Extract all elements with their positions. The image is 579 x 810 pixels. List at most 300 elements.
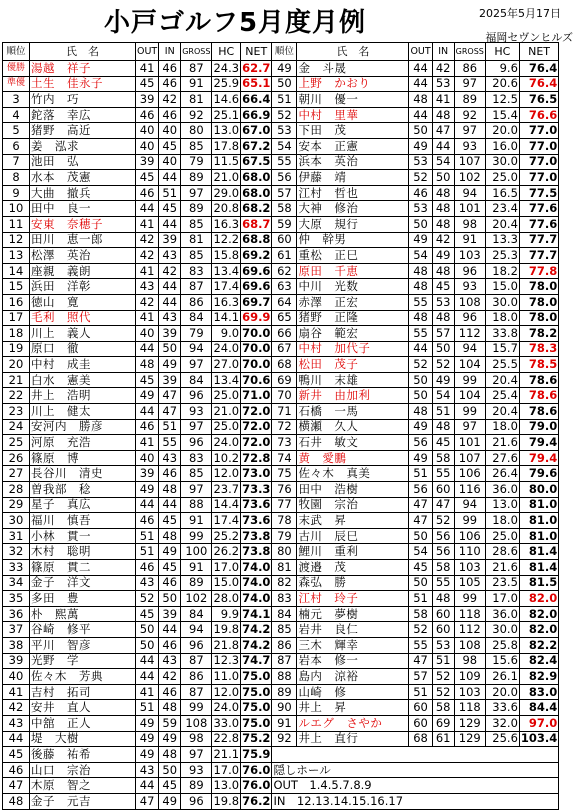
cell-gross: 88: [181, 497, 212, 513]
cell-out: 46: [409, 185, 432, 201]
cell-name: 安河内 勝彦: [30, 419, 136, 435]
cell-hc: 12.0: [213, 684, 240, 699]
cell-name: 浜本 英治: [297, 154, 409, 170]
cell-gross: 91: [181, 560, 212, 576]
cell-name: 安井 直人: [30, 700, 136, 716]
cell-net: 77.8: [519, 263, 558, 279]
cell-rank: 78: [272, 513, 297, 529]
cell-gross: 83: [181, 263, 212, 279]
cell-gross: 86: [454, 61, 485, 77]
cell-gross: 96: [181, 637, 212, 653]
cell-rank: 47: [3, 778, 30, 794]
cell-hc: 21.8: [213, 637, 240, 652]
cell-net: 69.6: [242, 279, 271, 294]
cell-rank: 23: [3, 404, 30, 420]
cell-hc: 25.4: [485, 388, 519, 404]
cell-gross: 89: [181, 778, 212, 794]
cell-out: 42: [136, 294, 159, 310]
cell-name: 岩本 修一: [297, 653, 409, 669]
cell-rank: 67: [272, 341, 297, 357]
cell-gross: 102: [454, 170, 485, 186]
cell-name: 鯉川 重利: [297, 544, 409, 560]
cell-net: 75.0: [242, 668, 271, 683]
cell-gross: 93: [181, 762, 212, 778]
cell-name: 古川 辰巳: [297, 528, 409, 544]
cell-net: 73.8: [242, 528, 271, 543]
cell-hc: 15.0: [485, 279, 519, 295]
cell-out: 50: [409, 575, 432, 591]
cell-rank: 15: [3, 279, 30, 295]
cell-gross: 129: [454, 715, 485, 731]
cell-name: 下田 茂: [297, 123, 409, 139]
cell-out: 41: [136, 61, 159, 77]
cell-gross: 94: [454, 497, 485, 513]
cell-hc: 36.0: [485, 482, 519, 498]
cell-in: 58: [432, 450, 454, 466]
cell-out: 44: [409, 107, 432, 123]
cell-net: 77.6: [519, 201, 558, 217]
cell-gross: 101: [454, 435, 485, 451]
cell-in: 51: [159, 185, 181, 201]
cell-name: 毛利 照代: [30, 310, 136, 326]
cell-rank: 89: [272, 684, 297, 700]
cell-hc: 16.0: [485, 138, 519, 154]
results-table: [2, 42, 559, 810]
cell-in: 44: [432, 138, 454, 154]
cell-gross: 79: [181, 326, 212, 342]
cell-gross: 87: [181, 684, 212, 700]
cell-net: 75.0: [242, 684, 271, 699]
cell-in: 49: [159, 793, 181, 809]
col-rank: 順位: [272, 43, 297, 61]
cell-in: 48: [159, 528, 181, 544]
cell-rank: 59: [272, 216, 297, 232]
cell-gross: 89: [181, 575, 212, 591]
cell-name: 星子 真広: [30, 497, 136, 513]
cell-net: 69.9: [242, 310, 271, 325]
cell-in: 59: [159, 715, 181, 731]
cell-in: 60: [432, 606, 454, 622]
cell-gross: 94: [181, 341, 212, 357]
cell-rank: 39: [3, 653, 30, 669]
cell-hc: 13.0: [213, 123, 240, 138]
col-hc: HC: [212, 43, 241, 61]
cell-rank: 優勝: [3, 61, 30, 77]
cell-gross: 87: [181, 653, 212, 669]
cell-hc: 13.0: [485, 497, 519, 513]
cell-net: 77.0: [519, 123, 558, 139]
cell-name: 牧園 宗治: [297, 497, 409, 513]
cell-hc: 30.0: [485, 294, 519, 310]
cell-in: 39: [159, 326, 181, 342]
cell-name: 大曲 撤兵: [30, 185, 136, 201]
cell-out: 42: [136, 232, 159, 248]
cell-name: 大神 修治: [297, 201, 409, 217]
cell-hc: 30.0: [485, 154, 519, 170]
cell-name: 佐々木 芳典: [30, 669, 136, 685]
cell-in: 55: [432, 466, 454, 482]
cell-hc: 14.4: [213, 497, 240, 512]
cell-in: 50: [159, 762, 181, 778]
cell-in: 42: [159, 263, 181, 279]
cell-gross: 85: [181, 138, 212, 154]
cell-out: 43: [136, 279, 159, 295]
cell-out: 49: [409, 419, 432, 435]
cell-net: 72.8: [242, 450, 271, 465]
cell-gross: 91: [181, 513, 212, 529]
cell-in: 50: [432, 341, 454, 357]
cell-name: 中村 里華: [297, 107, 409, 123]
cell-in: 46: [159, 466, 181, 482]
cell-net: 78.0: [519, 310, 558, 326]
cell-in: 49: [159, 731, 181, 747]
table-row: [3, 310, 559, 326]
cell-hc: 33.8: [485, 326, 519, 342]
cell-name: 岩井 良仁: [297, 622, 409, 638]
cell-net: 67.5: [242, 154, 271, 169]
cell-rank: 12: [3, 232, 30, 248]
cell-in: 46: [159, 575, 181, 591]
cell-in: 47: [159, 404, 181, 420]
cell-rank: 60: [272, 232, 297, 248]
cell-gross: 104: [454, 357, 485, 373]
cell-gross: 98: [454, 653, 485, 669]
cell-out: 49: [136, 715, 159, 731]
cell-out: 40: [136, 138, 159, 154]
cell-rank: 35: [3, 591, 30, 607]
venue-name: 福岡セヴンヒルズ: [485, 31, 573, 44]
cell-in: 42: [159, 669, 181, 685]
cell-hc: 23.5: [485, 575, 519, 591]
cell-net: 82.0: [519, 622, 558, 638]
cell-in: 46: [159, 684, 181, 700]
cell-name: 猪野 高近: [30, 123, 136, 139]
cell-out: 50: [409, 123, 432, 139]
cell-rank: 31: [3, 528, 30, 544]
cell-name: 江村 玲子: [297, 591, 409, 607]
cell-out: 55: [409, 294, 432, 310]
cell-rank: 76: [272, 482, 297, 498]
cell-hc: 25.0: [213, 419, 240, 434]
cell-net: 76.5: [519, 92, 558, 108]
cell-name: 篠原 貫二: [30, 560, 136, 576]
table-row: [3, 731, 559, 747]
cell-in: 52: [432, 669, 454, 685]
cell-net: 84.4: [519, 700, 558, 716]
cell-hc: 25.6: [485, 731, 519, 747]
cell-in: 39: [159, 232, 181, 248]
cell-in: 45: [159, 201, 181, 217]
cell-in: 44: [159, 170, 181, 186]
cell-gross: 107: [454, 154, 485, 170]
table-row: [3, 747, 559, 763]
cell-rank: 4: [3, 107, 30, 123]
cell-rank: 25: [3, 435, 30, 451]
cell-rank: 3: [3, 92, 30, 108]
cell-name: 川上 健太: [30, 404, 136, 420]
table-row: [3, 778, 559, 794]
cell-hc: 13.4: [213, 263, 240, 278]
cell-gross: 94: [454, 341, 485, 357]
cell-out: 49: [409, 232, 432, 248]
cell-rank: 36: [3, 606, 30, 622]
cell-rank: 準優: [3, 76, 30, 92]
cell-hc: 9.6: [485, 61, 519, 77]
cell-in: 61: [432, 731, 454, 747]
cell-net: 68.0: [242, 185, 271, 200]
cell-hc: 20.4: [485, 216, 519, 232]
col-in: IN: [432, 43, 454, 61]
cell-gross: 100: [181, 544, 212, 560]
cell-net: 67.2: [242, 138, 271, 153]
cell-out: 47: [409, 513, 432, 529]
cell-in: 44: [159, 497, 181, 513]
cell-in: 48: [432, 591, 454, 607]
cell-in: 56: [432, 544, 454, 560]
cell-in: 45: [159, 778, 181, 794]
cell-rank: 81: [272, 560, 297, 576]
cell-hc: 12.3: [213, 653, 240, 668]
cell-rank: 6: [3, 138, 30, 154]
cell-gross: 96: [181, 435, 212, 451]
cell-gross: 85: [181, 466, 212, 482]
cell-name: 座親 義朗: [30, 263, 136, 279]
cell-rank: 92: [272, 731, 297, 747]
cell-hc: 33.6: [485, 700, 519, 716]
cell-gross: 89: [181, 170, 212, 186]
cell-rank: 21: [3, 372, 30, 388]
cell-out: 39: [136, 154, 159, 170]
cell-gross: 96: [181, 388, 212, 404]
cell-out: 45: [136, 372, 159, 388]
cell-hc: 15.8: [213, 247, 240, 262]
cell-out: 46: [136, 419, 159, 435]
cell-gross: 80: [181, 123, 212, 139]
cell-out: 51: [409, 684, 432, 700]
cell-out: 49: [409, 450, 432, 466]
cell-rank: 43: [3, 715, 30, 731]
cell-net: 76.0: [242, 778, 271, 793]
cell-hc: 12.5: [485, 92, 519, 108]
cell-out: 49: [136, 747, 159, 763]
cell-out: 48: [409, 263, 432, 279]
cell-net: 71.0: [242, 388, 271, 403]
cell-hc: 25.0: [485, 170, 519, 186]
cell-out: 44: [136, 497, 159, 513]
cell-gross: 109: [454, 669, 485, 685]
cell-hc: 13.0: [213, 778, 240, 793]
cell-hc: 12.0: [213, 466, 240, 481]
cell-hc: 26.4: [485, 466, 519, 482]
cell-in: 46: [159, 107, 181, 123]
cell-out: 41: [136, 435, 159, 451]
cell-in: 45: [432, 279, 454, 295]
cell-net: 78.0: [519, 294, 558, 310]
cell-net: 73.6: [242, 497, 271, 512]
cell-name: 楠元 夢樹: [297, 606, 409, 622]
cell-rank: 85: [272, 622, 297, 638]
table-row: [3, 513, 559, 529]
table-row: [3, 622, 559, 638]
cell-rank: 42: [3, 700, 30, 716]
col-gross: GROSS: [454, 43, 485, 61]
cell-out: 54: [409, 248, 432, 264]
cell-hc: 18.2: [485, 263, 519, 279]
cell-in: 50: [159, 591, 181, 607]
cell-name: 吉村 拓司: [30, 684, 136, 700]
cell-rank: 51: [272, 92, 297, 108]
cell-net: 69.7: [242, 294, 271, 309]
cell-gross: 101: [454, 201, 485, 217]
cell-out: 43: [136, 762, 159, 778]
cell-name: 田中 良一: [30, 201, 136, 217]
cell-name: 篠原 博: [30, 450, 136, 466]
cell-out: 45: [136, 606, 159, 622]
cell-rank: 82: [272, 575, 297, 591]
cell-hc: 15.7: [485, 341, 519, 357]
cell-rank: 33: [3, 560, 30, 576]
cell-hc: 21.6: [485, 560, 519, 576]
cell-net: 74.7: [242, 653, 271, 668]
cell-name: 仲 幹男: [297, 232, 409, 248]
cell-out: 49: [136, 388, 159, 404]
cell-rank: 80: [272, 544, 297, 560]
cell-hc: 27.6: [485, 450, 519, 466]
cell-rank: 50: [272, 76, 297, 92]
cell-name: 浜田 洋彰: [30, 279, 136, 295]
cell-name: 井上 直行: [297, 731, 409, 747]
cell-out: 56: [409, 482, 432, 498]
cell-gross: 89: [181, 201, 212, 217]
cell-out: 40: [136, 450, 159, 466]
cell-in: 46: [159, 76, 181, 92]
cell-hc: 18.0: [485, 310, 519, 326]
cell-gross: 91: [454, 232, 485, 248]
cell-out: 44: [136, 201, 159, 217]
cell-gross: 99: [181, 700, 212, 716]
cell-in: 42: [432, 61, 454, 77]
cell-net: 69.6: [242, 263, 271, 278]
header-row: [3, 43, 559, 61]
cell-out: 50: [409, 216, 432, 232]
cell-hc: 17.0: [485, 591, 519, 607]
cell-hc: 21.0: [213, 403, 240, 418]
cell-in: 43: [159, 450, 181, 466]
table-row: [3, 450, 559, 466]
cell-out: 51: [136, 544, 159, 560]
cell-rank: 28: [3, 482, 30, 498]
cell-in: 50: [159, 341, 181, 357]
cell-name: 鴨川 末雄: [297, 372, 409, 388]
cell-out: 44: [136, 341, 159, 357]
cell-name: 木原 智之: [30, 778, 136, 794]
cell-rank: 73: [272, 435, 297, 451]
cell-in: 53: [432, 76, 454, 92]
cell-gross: 92: [454, 107, 485, 123]
table-row: [3, 201, 559, 217]
cell-in: 48: [432, 185, 454, 201]
cell-hc: 20.0: [485, 123, 519, 139]
cell-gross: 93: [454, 279, 485, 295]
cell-rank: 88: [272, 669, 297, 685]
cell-gross: 97: [181, 185, 212, 201]
cell-gross: 85: [181, 248, 212, 264]
page-title: 小戸ゴルフ5月度月例: [103, 8, 367, 38]
cell-in: 55: [432, 575, 454, 591]
cell-hc: 17.4: [213, 279, 240, 294]
cell-in: 48: [432, 216, 454, 232]
table-row: [3, 560, 559, 576]
cell-net: 78.5: [519, 357, 558, 373]
cell-in: 45: [432, 435, 454, 451]
cell-hc: 24.3: [213, 60, 240, 75]
cell-gross: 97: [454, 76, 485, 92]
cell-gross: 97: [181, 419, 212, 435]
cell-rank: 34: [3, 575, 30, 591]
cell-out: 41: [136, 216, 159, 232]
cell-name: 福川 慎吾: [30, 513, 136, 529]
cell-out: 47: [409, 497, 432, 513]
cell-out: 41: [136, 263, 159, 279]
cell-net: 76.2: [242, 793, 271, 808]
cell-hc: 16.3: [213, 294, 240, 309]
cell-name: 平川 智彦: [30, 637, 136, 653]
cell-gross: 87: [181, 279, 212, 295]
cell-rank: 70: [272, 388, 297, 404]
cell-hc: 24.0: [213, 435, 240, 450]
cell-net: 73.8: [242, 544, 271, 559]
cell-out: 60: [409, 715, 432, 731]
cell-name: 石橋 一馬: [297, 404, 409, 420]
cell-rank: 55: [272, 154, 297, 170]
cell-out: 45: [136, 170, 159, 186]
cell-rank: 71: [272, 404, 297, 420]
table-row: [3, 185, 559, 201]
cell-gross: 108: [454, 294, 485, 310]
cell-name: 光野 学: [30, 653, 136, 669]
cell-net: 78.6: [519, 388, 558, 404]
cell-hc: 23.4: [485, 201, 519, 217]
table-row: [3, 762, 559, 778]
cell-rank: 53: [272, 123, 297, 139]
cell-out: 44: [409, 341, 432, 357]
cell-in: 54: [432, 154, 454, 170]
cell-rank: 69: [272, 372, 297, 388]
cell-rank: 74: [272, 450, 297, 466]
cell-hc: 20.6: [485, 76, 519, 92]
cell-name: 堤 大樹: [30, 731, 136, 747]
cell-net: 68.8: [242, 232, 271, 247]
cell-in: 48: [432, 310, 454, 326]
cell-hc: 19.8: [213, 622, 240, 637]
cell-net: 79.4: [519, 435, 558, 451]
cell-out: 50: [136, 637, 159, 653]
cell-gross: 110: [454, 544, 485, 560]
cell-net: 97.0: [519, 715, 558, 731]
cell-in: 46: [159, 61, 181, 77]
cell-name: 猪野 正隆: [297, 310, 409, 326]
cell-rank: 90: [272, 700, 297, 716]
col-name: 氏 名: [30, 43, 136, 61]
cell-out: 55: [409, 326, 432, 342]
cell-net: 82.0: [519, 591, 558, 607]
cell-hc: 14.1: [213, 310, 240, 325]
cell-out: 50: [409, 528, 432, 544]
cell-hc: 25.8: [485, 637, 519, 653]
cell-rank: 49: [272, 61, 297, 77]
cell-net: 79.4: [519, 450, 558, 466]
cell-name: 赤澤 正宏: [297, 294, 409, 310]
